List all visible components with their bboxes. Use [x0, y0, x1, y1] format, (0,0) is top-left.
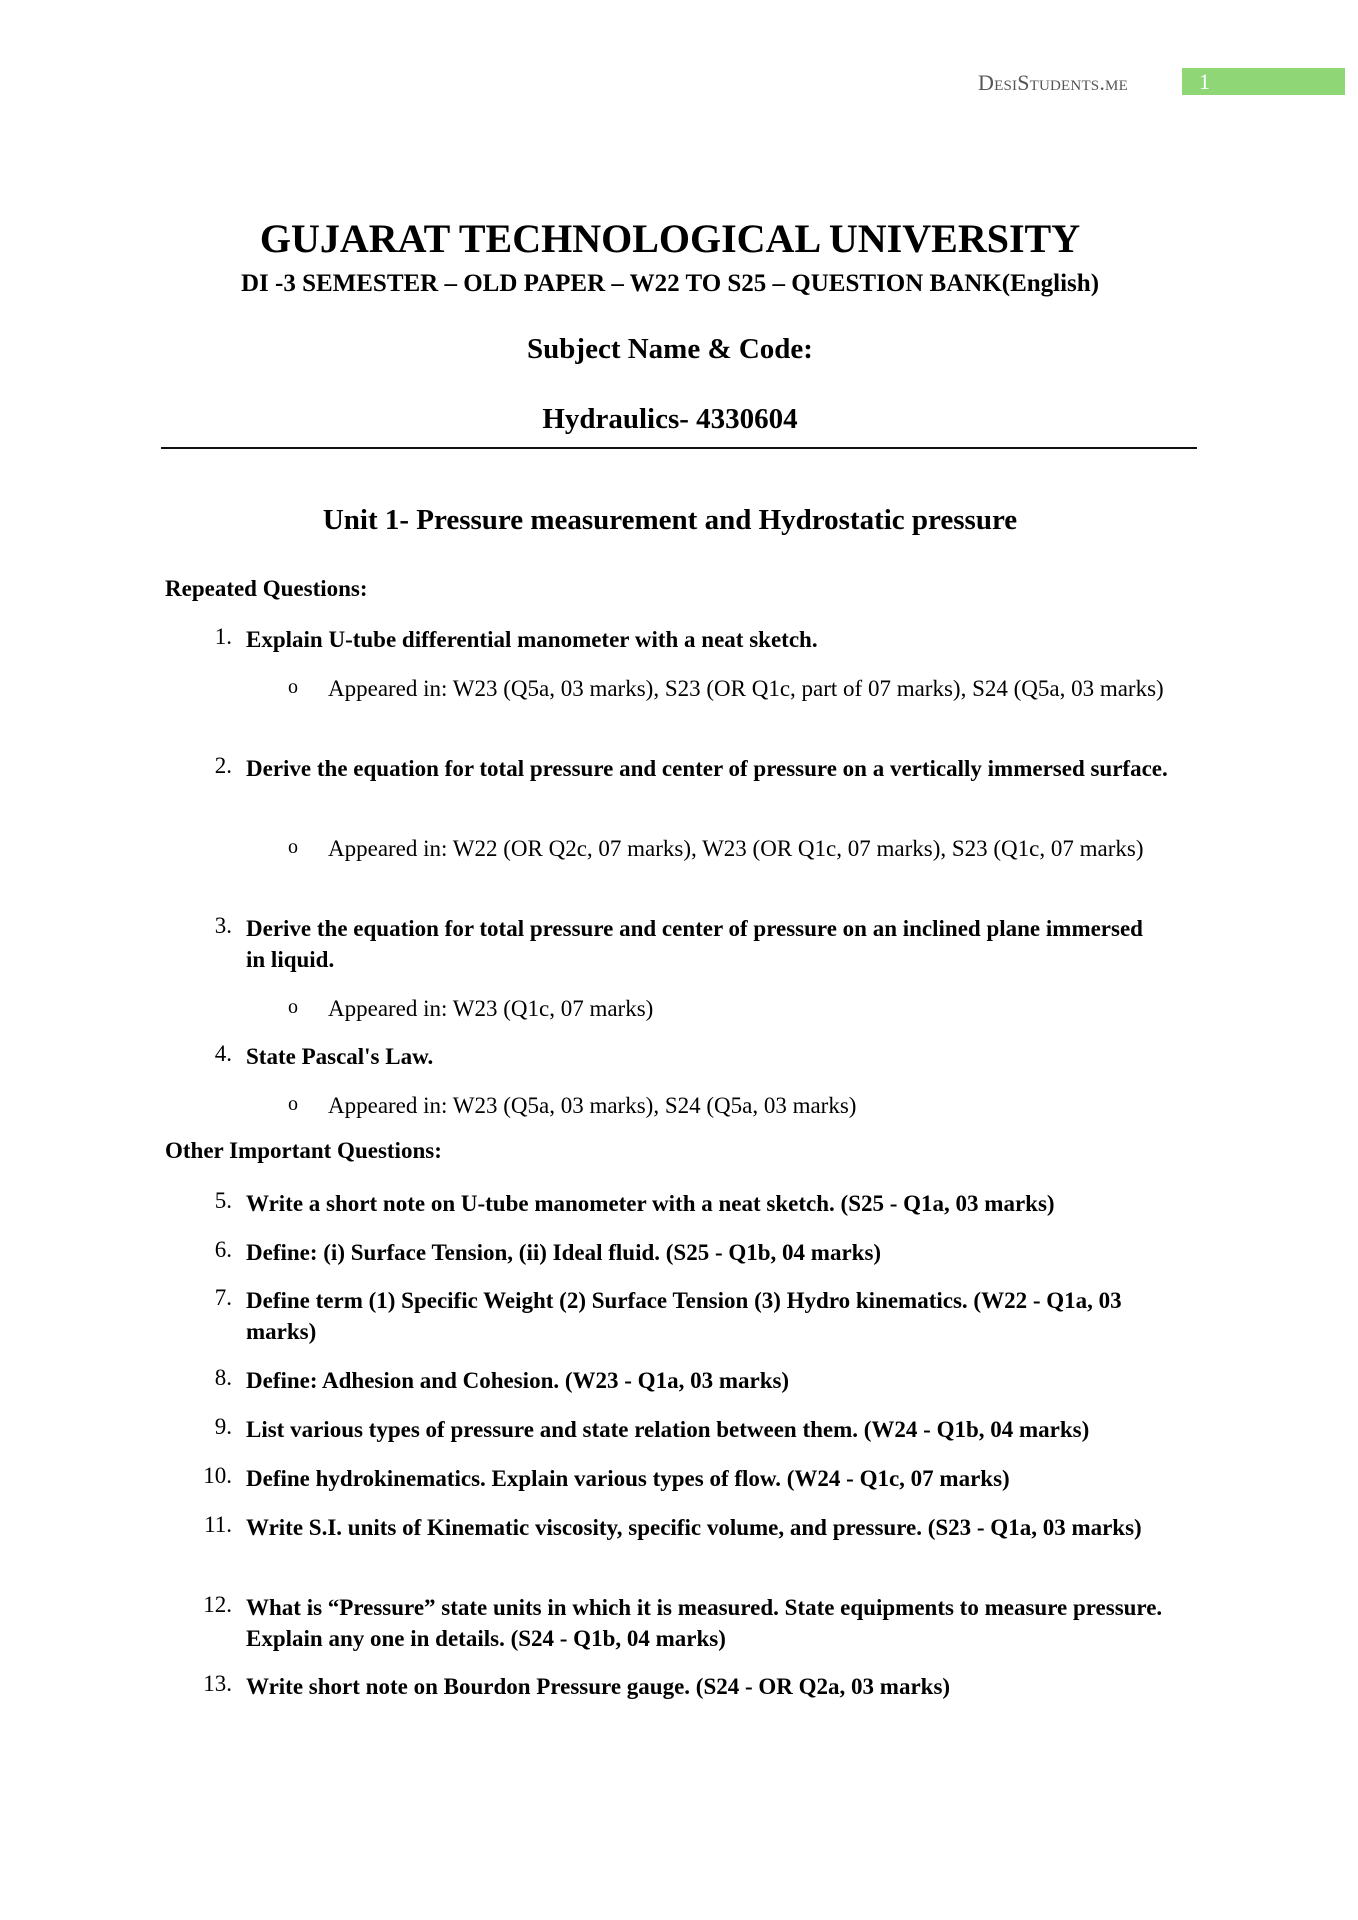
site-name: DesiStudents.me — [978, 70, 1128, 95]
question-number: 2. — [214, 753, 232, 778]
question-text: Define: Adhesion and Cohesion. (W23 - Q1a, 03 marks) — [246, 1368, 790, 1393]
question-number: 4. — [214, 1041, 232, 1066]
question-number: 6. — [214, 1237, 232, 1262]
question-number: 1. — [214, 624, 232, 649]
appeared-in-text: Appeared in: W22 (OR Q2c, 07 marks), W23 (OR Q1c, 07 marks), S23 (Q1c, 07 marks) — [328, 836, 1144, 861]
question-text: List various types of pressure and state relation between them. (W24 - Q1b, 04 marks) — [246, 1417, 1090, 1442]
question-text: Write S.I. units of Kinematic viscosity, specific volume, and pressure. (S23 - Q1a, 03 marks) — [246, 1515, 1142, 1540]
question-text: Define term (1) Specific Weight (2) Surface Tension (3) Hydro kinematics. (W22 - Q1a, 03 marks) — [246, 1288, 1122, 1344]
appeared-in-text: Appeared in: W23 (Q1c, 07 marks) — [328, 996, 654, 1021]
question-number: 12. — [203, 1592, 232, 1617]
other-questions-heading: Other Important Questions: — [165, 1138, 442, 1163]
question-number: 10. — [203, 1463, 232, 1488]
hollow-bullet-icon: o — [288, 1093, 298, 1115]
hollow-bullet-icon: o — [288, 996, 298, 1018]
university-title: GUJARAT TECHNOLOGICAL UNIVERSITY — [259, 216, 1081, 261]
question-number: 3. — [214, 913, 232, 938]
question-number: 9. — [214, 1414, 232, 1439]
appeared-in-text: Appeared in: W23 (Q5a, 03 marks), S24 (Q5a, 03 marks) — [328, 1093, 857, 1118]
question-text: Explain U-tube differential manometer with a neat sketch. — [246, 627, 818, 652]
question-text: Derive the equation for total pressure and center of pressure on an inclined plane immersed in liquid. — [246, 916, 1143, 972]
document-subtitle: DI -3 SEMESTER – OLD PAPER – W22 TO S25 – QUESTION BANK(English) — [240, 270, 1100, 297]
hollow-bullet-icon: o — [288, 836, 298, 858]
question-number: 7. — [214, 1285, 232, 1310]
hollow-bullet-icon: o — [288, 676, 298, 698]
question-text: Write a short note on U-tube manometer with a neat sketch. (S25 - Q1a, 03 marks) — [246, 1191, 1055, 1216]
question-text: What is “Pressure” state units in which it is measured. State equipments to measure pressure. Explain any one in details. (S24 - Q1b, 04 marks) — [246, 1595, 1163, 1651]
repeated-questions-heading: Repeated Questions: — [165, 576, 368, 601]
question-number: 5. — [214, 1188, 232, 1213]
question-number: 11. — [204, 1512, 232, 1537]
appeared-in-text: Appeared in: W23 (Q5a, 03 marks), S23 (OR Q1c, part of 07 marks), S24 (Q5a, 03 marks) — [328, 676, 1164, 701]
question-text: Define hydrokinematics. Explain various types of flow. (W24 - Q1c, 07 marks) — [246, 1466, 1010, 1491]
question-number: 13. — [203, 1671, 232, 1696]
question-number: 8. — [214, 1365, 232, 1390]
unit-heading: Unit 1- Pressure measurement and Hydrostatic pressure — [322, 504, 1018, 536]
subject-name-code: Hydraulics- 4330604 — [542, 403, 798, 435]
subject-label: Subject Name & Code: — [527, 333, 813, 365]
question-text: Define: (i) Surface Tension, (ii) Ideal fluid. (S25 - Q1b, 04 marks) — [246, 1240, 882, 1265]
question-text: Derive the equation for total pressure and center of pressure on a vertically immersed surface. — [246, 756, 1168, 781]
question-text: Write short note on Bourdon Pressure gauge. (S24 - OR Q2a, 03 marks) — [246, 1674, 951, 1699]
page-number-badge — [1182, 68, 1345, 95]
horizontal-rule — [161, 447, 1197, 449]
page-number: 1 — [1199, 69, 1210, 94]
question-text: State Pascal's Law. — [246, 1044, 434, 1069]
